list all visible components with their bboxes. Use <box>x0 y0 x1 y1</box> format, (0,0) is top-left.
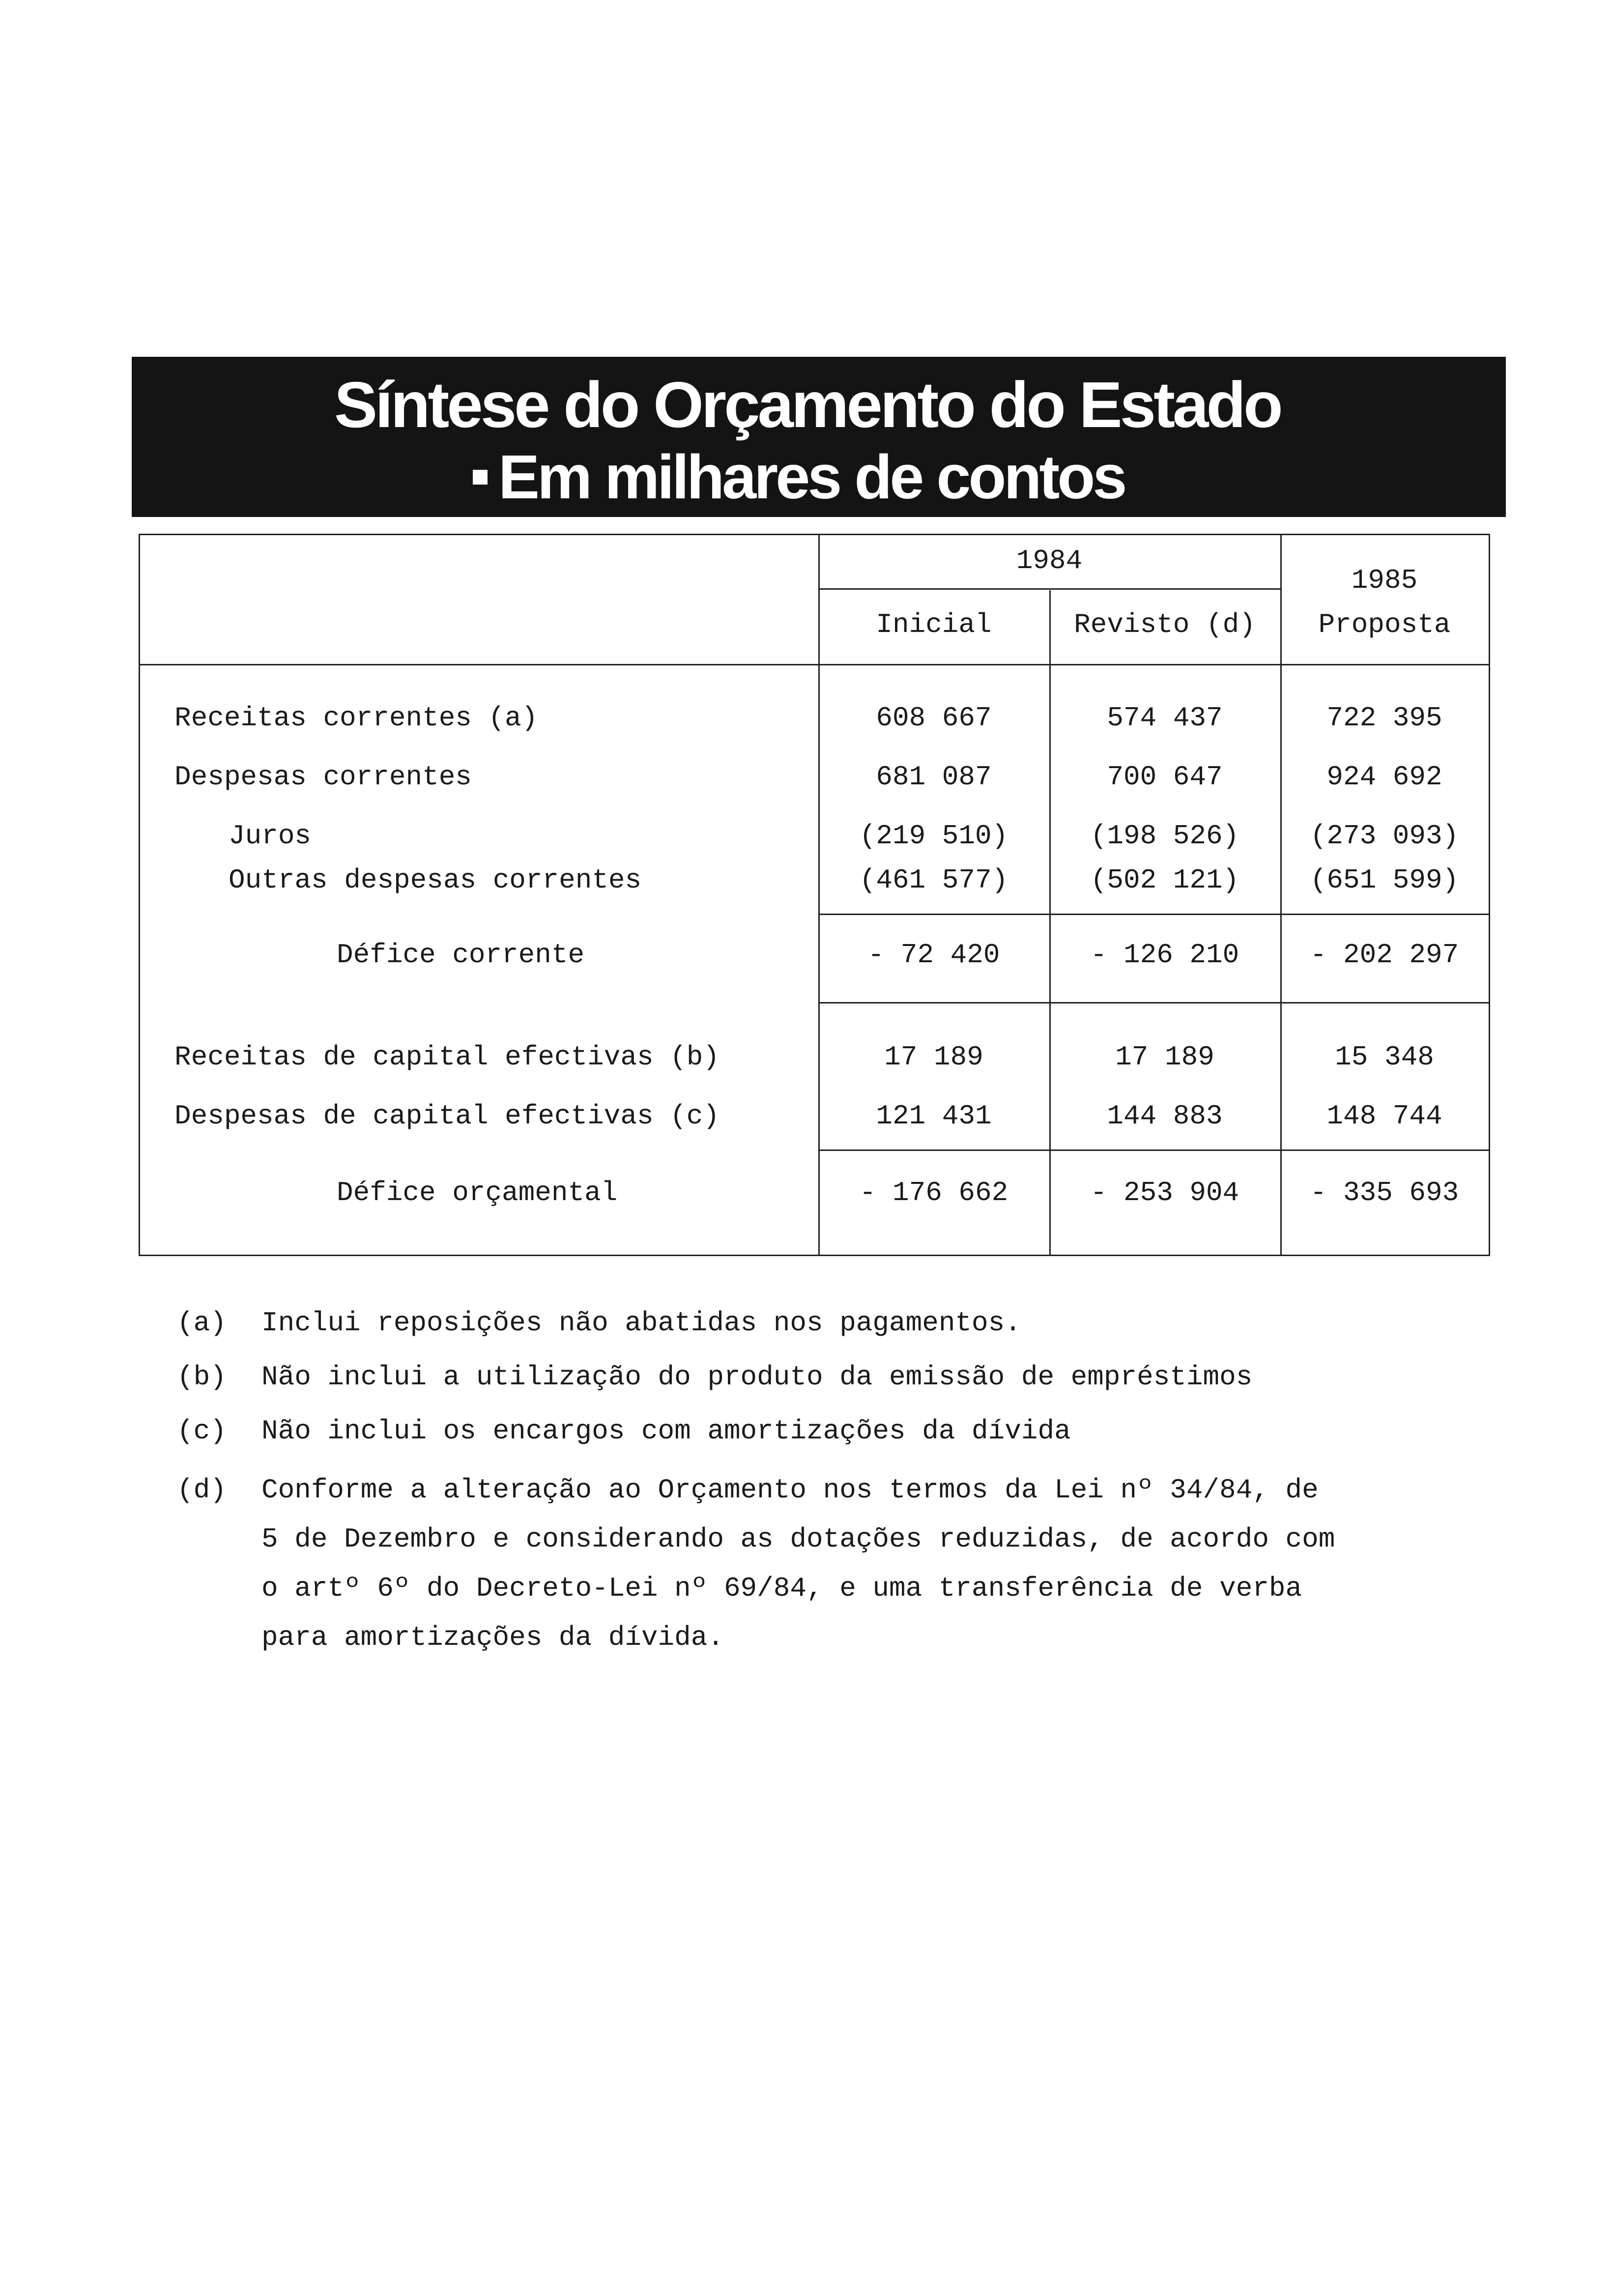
footnote-text: Conforme a alteração ao Orçamento nos termos da Lei nº 34/84, de <box>261 1474 1319 1506</box>
cell-proposta: 722 395 <box>1326 702 1442 734</box>
title-banner <box>132 357 1506 517</box>
row-rule <box>818 914 1489 915</box>
header-rule <box>140 664 1489 665</box>
cell-inicial: - 72 420 <box>867 939 1000 971</box>
cell-proposta: (651 599) <box>1310 864 1459 896</box>
cell-proposta: - 202 297 <box>1310 939 1459 971</box>
cell-proposta: (273 093) <box>1310 820 1459 852</box>
cell-revisto: 574 437 <box>1107 702 1223 734</box>
cell-proposta: 15 348 <box>1335 1041 1434 1073</box>
cell-inicial: 121 431 <box>876 1100 992 1132</box>
footnote-text: 5 de Dezembro e considerando as dotações reduzidas, de acordo com <box>261 1523 1335 1555</box>
cell-proposta: - 335 693 <box>1310 1177 1459 1208</box>
row-label: Outras despesas correntes <box>229 864 642 896</box>
cell-revisto: 700 647 <box>1107 761 1223 793</box>
cell-revisto: - 126 210 <box>1090 939 1239 971</box>
bullet-icon <box>473 470 488 485</box>
footnote-text: Inclui reposições não abatidas nos pagamentos. <box>261 1307 1021 1339</box>
banner-subtitle-text: Em milhares de contos <box>498 442 1125 512</box>
column-divider <box>1049 590 1051 1255</box>
banner-subtitle <box>473 441 1124 513</box>
cell-inicial: (461 577) <box>859 864 1008 896</box>
row-label: Défice orçamental <box>337 1177 618 1208</box>
header-1985: 1985 <box>1351 565 1418 596</box>
footnote-mark: (c) <box>177 1415 227 1447</box>
cell-revisto: (198 526) <box>1090 820 1239 852</box>
cell-inicial: 608 667 <box>876 702 992 734</box>
footnote-text: para amortizações da dívida. <box>261 1622 724 1653</box>
footnote-text: Não inclui os encargos com amortizações da dívida <box>261 1415 1071 1447</box>
row-rule <box>818 1002 1489 1004</box>
row-label: Défice corrente <box>337 939 585 971</box>
banner-title: Síntese do Orçamento do Estado <box>334 369 1281 441</box>
header-inicial: Inicial <box>876 609 992 640</box>
row-label: Receitas de capital efectivas (b) <box>174 1041 720 1073</box>
row-label: Despesas correntes <box>174 761 472 793</box>
cell-inicial: 17 189 <box>884 1041 983 1073</box>
row-label: Despesas de capital efectivas (c) <box>174 1100 720 1132</box>
row-rule <box>818 1149 1489 1151</box>
footnote-text: o artº 6º do Decreto-Lei nº 69/84, e uma transferência de verba <box>261 1573 1302 1604</box>
cell-revisto: (502 121) <box>1090 864 1239 896</box>
footnote-mark: (b) <box>177 1361 227 1393</box>
header-revisto: Revisto (d) <box>1074 609 1256 640</box>
cell-inicial: - 176 662 <box>859 1177 1008 1208</box>
footnote-mark: (a) <box>177 1307 227 1339</box>
cell-inicial: 681 087 <box>876 761 992 793</box>
header-proposta: Proposta <box>1318 609 1451 640</box>
cell-revisto: 17 189 <box>1115 1041 1214 1073</box>
row-label: Receitas correntes (a) <box>174 702 538 734</box>
header-1984: 1984 <box>1016 545 1083 576</box>
group-header-rule <box>818 588 1280 590</box>
cell-proposta: 924 692 <box>1326 761 1442 793</box>
cell-revisto: - 253 904 <box>1090 1177 1239 1208</box>
cell-revisto: 144 883 <box>1107 1100 1223 1132</box>
row-label: Juros <box>229 820 312 852</box>
cell-proposta: 148 744 <box>1326 1100 1442 1132</box>
cell-inicial: (219 510) <box>859 820 1008 852</box>
footnote-mark: (d) <box>177 1474 227 1506</box>
budget-table <box>139 534 1490 1256</box>
footnote-text: Não inclui a utilização do produto da emissão de empréstimos <box>261 1361 1253 1393</box>
